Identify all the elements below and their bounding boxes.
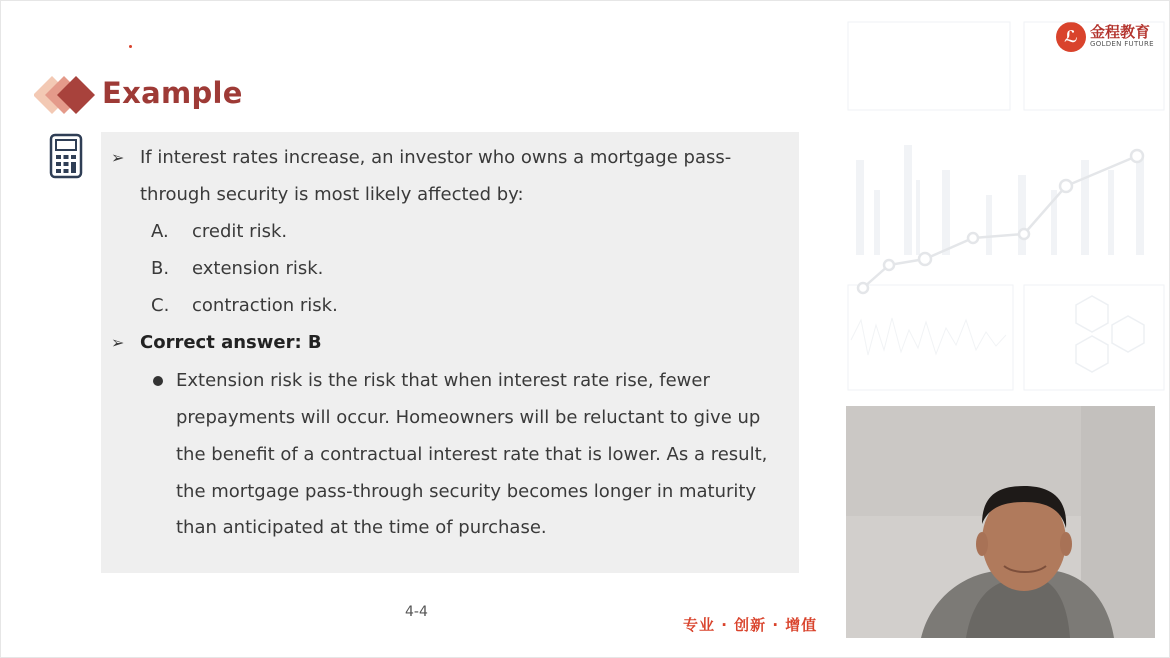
bullet-dot-icon xyxy=(153,376,163,386)
explanation-line: the mortgage pass-through security becomes longer in maturity xyxy=(176,481,757,502)
question-text-line1: If interest rates increase, an investor who owns a mortgage pass- xyxy=(140,147,732,168)
logo-mark-icon: ℒ xyxy=(1056,22,1086,52)
logo-chinese-name: 金程教育 xyxy=(1090,23,1151,41)
option-a-letter: A. xyxy=(151,221,169,242)
page-number: 4-4 xyxy=(405,604,428,620)
decor-dot xyxy=(129,45,132,48)
option-c-letter: C. xyxy=(151,295,170,316)
logo-english-name: GOLDEN FUTURE xyxy=(1090,40,1154,48)
arrow-bullet-icon: ➢ xyxy=(111,333,125,352)
option-a-text: credit risk. xyxy=(192,221,288,242)
correct-answer: Correct answer: B xyxy=(140,332,322,353)
explanation-line: Extension risk is the risk that when interest rate rise, fewer xyxy=(176,370,710,391)
calculator-icon xyxy=(49,133,83,179)
explanation-line: than anticipated at the time of purchase. xyxy=(176,517,547,538)
option-b-text: extension risk. xyxy=(192,258,324,279)
presenter-webcam-video xyxy=(846,406,1155,638)
slide-title: Example xyxy=(102,76,243,110)
question-text-line2: through security is most likely affected by: xyxy=(140,184,524,205)
title-diamond-icon xyxy=(34,74,96,116)
question-box xyxy=(101,132,799,573)
option-c-text: contraction risk. xyxy=(192,295,338,316)
slogan: 专业 · 创新 · 增值 xyxy=(683,616,818,634)
option-b-letter: B. xyxy=(151,258,170,279)
decorative-background-graphic xyxy=(846,20,1168,400)
explanation-line: the benefit of a contractual interest rate that is lower. As a result, xyxy=(176,444,768,465)
arrow-bullet-icon: ➢ xyxy=(111,148,125,167)
explanation-line: prepayments will occur. Homeowners will be reluctant to give up xyxy=(176,407,761,428)
